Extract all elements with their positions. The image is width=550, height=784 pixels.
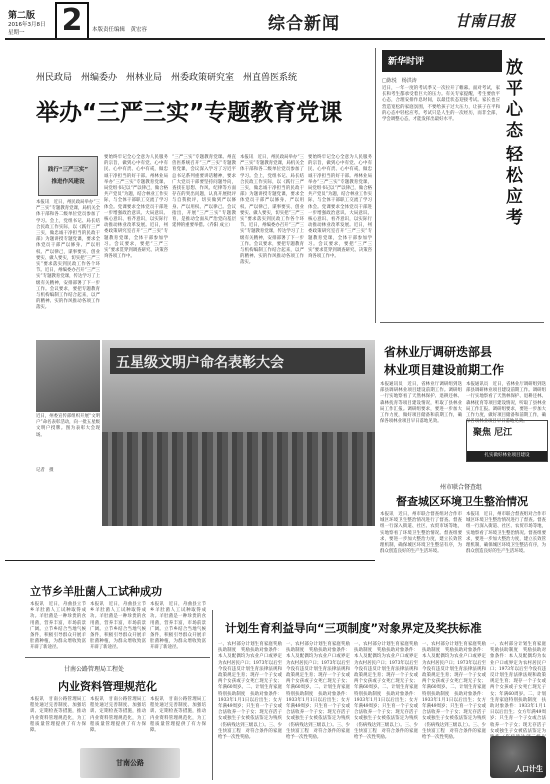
forestry-headline-1: 省林业厅调研迭部县 [384, 345, 493, 359]
lead-headline: 举办“三严三实”专题教育党课 [36, 100, 343, 126]
village-body-1: 本报讯 近日，舟曲县立节乡羊肚菌人工试种取得成功。羊肚菌是一种珍贵的食用菌，营养丰富，市场前景广阔。立节乡结合当地气候条件，积极引导群众开展羊肚菌种植，为群众增收致富开辟了新途径。 [30, 602, 86, 651]
lower-section-rule [5, 560, 375, 561]
highway-subhead: 甘南公路管理局工程处 [64, 666, 125, 673]
village-headline: 立节乡羊肚菌人工试种成功 [30, 585, 162, 598]
highway-body-2: 本报讯 甘南公路管理局工程处通过完善制度、加强培训、定期检查等措施，推动内业资料管理规范化，为工程质量管理提供了有力保障。 [90, 697, 146, 734]
editor-line: 本版责任编辑 黄宏容 [92, 27, 148, 33]
highway-rule [25, 657, 210, 658]
fp-body-2: 一、农村部分计划生育家庭奖励扶助制度 奖励扶助对象条件：本人及配偶均为农业户口或界定为农村居民户口；1973年以后至今没有违反计划生育法律法规和政策规定生育；现存一个子女或两个女孩或子女死亡现无子女；年满60周岁。二、计划生育家庭特别扶助制度 扶助对象条件：1933年1月1日以后出生；女方年满49周岁；只生育一个子女或合法收养一个子女；现无存活子女或独生子女被依法鉴定为残疾（伤病残达到三级以上）。三、少生快富工程 对符合条件的家庭给予一次性奖励。 [286, 642, 350, 741]
fp-body-4: 一、农村部分计划生育家庭奖励扶助制度 奖励扶助对象条件：本人及配偶均为农业户口或界定为农村居民户口；1973年以后至今没有违反计划生育法律法规和政策规定生育；现存一个子女或两个女孩或子女死亡现无子女；年满60周岁。二、计划生育家庭特别扶助制度 扶助对象条件：1933年1月1日以后出生；女方年满49周岁；只生育一个子女或合法收养一个子女；现无存活子女或独生子女被依法鉴定为残疾（伤病残达到三级以上）。三、少生快富工程 对符合条件的家庭给予一次性奖励。 [422, 642, 486, 741]
family-planning-logo-text: 人口计生 [515, 765, 543, 773]
lead-col-1: 本报讯 近日，州民政局举办“三严三实”专题教育党课，局机关全体干部和各二级单位党员参加了学习。会上，党组书记、局长结合民政工作实际，以《践行三严三实，做忠诚干净担当的民政干部》为题讲授专题党课，要求全体党员干部严以修身、严以用权、严以律己，谋事要实、创业要实、做人要实，切实把“三严三实”要求落实到民政工作各个环节。近日，州编委办召开“三严三实”专题教育党课，传达学习了上级有关精神，安排部署了下一步工作。会议要求，要把专题教育与机构编制工作结合起来，以严的精神、实的作风推动各项工作落实。 [36, 200, 100, 311]
commentary-author: □陈悦 杨洪涛 [382, 78, 417, 84]
commentary-body: 近日，一年一度的考试季又一次拉开了帷幕。面对考试，家长和考生都承受着巨大的压力。有关专家提醒，考生要放平心态，合理安排作息时间，以最佳状态迎接考试。家长也应营造宽松的家庭氛围，不要给孩子过大压力，让孩子在平和的心态中轻松应考。考试只是人生的一次经历，而非全部，学会调整心态，才能发挥出最好水平。 [382, 86, 500, 123]
highway-logo-text: 甘南公路 [116, 759, 144, 767]
highway-headline: 内业资料管理规范化 [58, 680, 157, 693]
forestry-headline-2: 林业项目建设前期工作 [384, 363, 505, 377]
lead-photo-crowd [102, 432, 375, 526]
lead-photo-banner-text: 五星级文明户命名表彰大会 [116, 355, 284, 371]
lead-photo-side-caption: 近日，州委宣传部组织开展“文明户”命名表彰活动，向一批五星级文明户授牌。图为表彰大会现场。 [36, 414, 100, 438]
forestry-sidebar-sub: 扎实做好林业项目建设 [467, 451, 547, 461]
family-planning-logo [490, 736, 546, 778]
commentary-tag-text: 新华时评 [388, 57, 425, 67]
fp-body-1: 一、农村部分计划生育家庭奖励扶助制度 奖励扶助对象条件：本人及配偶均为农业户口或界定为农村居民户口；1973年以后至今没有违反计划生育法律法规和政策规定生育；现存一个子女或两个女孩或子女死亡现无子女；年满60周岁。二、计划生育家庭特别扶助制度 扶助对象条件：1933年1月1日以后出生；女方年满49周岁；只生育一个子女或合法收养一个子女；现无存活子女或独生子女被依法鉴定为残疾（伤病残达到三级以上）。三、少生快富工程 对符合条件的家庭给予一次性奖励。 [218, 642, 282, 741]
lead-col-5: 要始终牢记全心全意为人民服务的宗旨，做到心中有党、心中有民、心中有责、心中有戒，做忠诚干净担当的好干部。州林业局举办“三严三实”专题教育党课，局党组书记以“严以律己，做合格共产党员”为题，结合林业工作实际，与全体干部职工交流了学习体会。党课要求全体党员干部进一步增强政治意识、大局意识、核心意识、看齐意识，以实际行动推动林业改革发展。近日，州委政策研究室召开“三严三实”专题教育党课，全体干部参加学习。会议要求，要把“三严三实”要求贯穿到调查研究、决策咨询各项工作中。 [308, 155, 372, 260]
sanitation-body-1: 本报讯 近日，州市联合督查组对合作市城区环境卫生整治情况进行了督查。督查组一行深入街道、社区、农贸市场等地，实地察看了环境卫生整治情况。督查组要求，要进一步加大整治力度，建立长效管理机制，确保城区环境卫生整洁有序，为群众创造良好的生产生活环境。 [380, 512, 462, 555]
lead-col-3: “三严三实”专题教育党课。州直兽医系统召开“三严三实”专题教育党课，会议深入学习了习近平总书记系列重要讲话精神，要求广大党员干部要坚持问题导向，查找在思想、作风、纪律等方面存在的突出问题，认真开展批评与自我批评，切实做到严以修身、严以用权、严以律己。会议指出，开展“三严三实”专题教育，是推动全面从严治党向基层延伸的重要举措。（乔阳 成立） [172, 155, 236, 229]
section-title: 综合新闻 [268, 14, 340, 34]
lead-col-2: 要始终牢记全心全意为人民服务的宗旨，做到心中有党、心中有民、心中有责、心中有戒，做忠诚干净担当的好干部。州林业局举办“三严三实”专题教育党课，局党组书记以“严以律己，做合格共产党员”为题，结合林业工作实际，与全体干部职工交流了学习体会。党课要求全体党员干部进一步增强政治意识、大局意识、核心意识、看齐意识，以实际行动推动林业改革发展。近日，州委政策研究室召开“三严三实”专题教育党课，全体干部参加学习。会议要求，要把“三严三实”要求贯穿到调查研究、决策咨询各项工作中。 [104, 155, 168, 260]
commentary-title-2: 轻松应考 [506, 145, 523, 228]
issue-date: 2016年3月8日 [8, 22, 46, 28]
masthead [0, 0, 550, 40]
lead-photo-credit: 记者 摄 [36, 468, 54, 473]
page-label: 第二版 [8, 11, 36, 21]
issue-weekday: 星期一 [8, 30, 25, 36]
forestry-body-2: 本报通讯员 近日，省林业厅调研组到迭部县调研林业项目建设前期工作。调研组一行实地察看了天然林保护、退耕还林、森林抚育等项目建设情况，听取了县林业局工作汇报。调研组要求，要进一步加大工作力度，做好项目储备和前期工作，确保各项林业项目早日落地见效。 [466, 382, 546, 425]
fp-body-3: 一、农村部分计划生育家庭奖励扶助制度 奖励扶助对象条件：本人及配偶均为农业户口或界定为农村居民户口；1973年以后至今没有违反计划生育法律法规和政策规定生育；现存一个子女或两个女孩或子女死亡现无子女；年满60周岁。二、计划生育家庭特别扶助制度 扶助对象条件：1933年1月1日以后出生；女方年满49周岁；只生育一个子女或合法收养一个子女；现无存活子女或独生子女被依法鉴定为残疾（伤病残达到三级以上）。三、少生快富工程 对符合条件的家庭给予一次性奖励。 [354, 642, 418, 741]
lead-kicker: 州民政局 州编委办 州林业局 州委政策研究室 州直兽医系统 [36, 73, 298, 83]
lead-col-4: 本报讯 近日，州民政局举办“三严三实”专题教育党课，局机关全体干部和各二级单位党员参加了学习。会上，党组书记、局长结合民政工作实际，以《践行三严三实，做忠诚干净担当的民政干部》为题讲授专题党课，要求全体党员干部严以修身、严以用权、严以律己，谋事要实、创业要实、做人要实，切实把“三严三实”要求落实到民政工作各个环节。近日，州编委办召开“三严三实”专题教育党课，传达学习了上级有关精神，安排部署了下一步工作。会议要求，要把专题教育与机构编制工作结合起来，以严的精神、实的作风推动各项工作落实。 [240, 155, 304, 266]
village-body-3: 本报讯 近日，舟曲县立节乡羊肚菌人工试种取得成功。羊肚菌是一种珍贵的食用菌，营养丰富，市场前景广阔。立节乡结合当地气候条件，积极引导群众开展羊肚菌种植，为群众增收致富开辟了新途径。 [150, 602, 206, 651]
lead-photo-inset [36, 340, 100, 412]
sanitation-body-2: 本报讯 近日，州市联合督查组对合作市城区环境卫生整治情况进行了督查。督查组一行深入街道、社区、农贸市场等地，实地察看了环境卫生整治情况。督查组要求，要进一步加大整治力度，建立长效管理机制，确保城区环境卫生整洁有序，为群众创造良好的生产生活环境。 [466, 512, 546, 555]
highway-body-1: 本报讯 甘南公路管理局工程处通过完善制度、加强培训、定期检查等措施，推动内业资料管理规范化，为工程质量管理提供了有力保障。 [30, 697, 86, 734]
forestry-sidebar [466, 420, 548, 462]
lead-badge [38, 156, 98, 196]
page-number: 2 [55, 2, 89, 40]
forestry-top-rule [380, 322, 544, 323]
sanitation-headline: 督查城区环境卫生整治情况 [396, 495, 528, 508]
commentary-divider [375, 48, 376, 323]
masthead-rule [5, 38, 545, 40]
fp-body-5: 一、农村部分计划生育家庭奖励扶助制度 奖励扶助对象条件：本人及配偶均为农业户口或界定为农村居民户口；1973年以后至今没有违反计划生育法律法规和政策规定生育；现存一个子女或两个女孩或子女死亡现无子女；年满60周岁。二、计划生育家庭特别扶助制度 扶助对象条件：1933年1月1日以后出生；女方年满49周岁；只生育一个子女或合法收养一个子女；现无存活子女或独生子女被依法鉴定为 [490, 642, 546, 734]
village-body-2: 本报讯 近日，舟曲县立节乡羊肚菌人工试种取得成功。羊肚菌是一种珍贵的食用菌，营养丰富，市场前景广阔。立节乡结合当地气候条件，积极引导群众开展羊肚菌种植，为群众增收致富开辟了新途径。 [90, 602, 146, 651]
forestry-sidebar-title: 聚焦 尼江 [473, 428, 513, 438]
highway-body-3: 本报讯 甘南公路管理局工程处通过完善制度、加强培训、定期检查等措施，推动内业资料管理规范化，为工程质量管理提供了有力保障。 [150, 697, 206, 734]
commentary-title-1: 放平心态 [506, 58, 523, 141]
badge-line-2: 推进作风建设 [51, 179, 85, 185]
lead-photo [102, 340, 375, 526]
family-planning-divider [212, 610, 213, 780]
family-planning-headline: 计划生育利益导向“三项制度”对象界定及奖扶标准 [225, 621, 482, 635]
forestry-body-1: 本报通讯员 近日，省林业厅调研组到迭部县调研林业项目建设前期工作。调研组一行实地察看了天然林保护、退耕还林、森林抚育等项目建设情况，听取了县林业局工作汇报。调研组要求，要进一步加大工作力度，做好项目储备和前期工作，确保各项林业项目早日落地见效。 [380, 382, 462, 425]
paper-name: 甘南日报 [455, 12, 516, 30]
highway-logo [80, 748, 180, 778]
sanitation-subhead: 州市联合督查组 [440, 484, 483, 491]
badge-line-1: 践行“三严三实” [47, 167, 89, 173]
